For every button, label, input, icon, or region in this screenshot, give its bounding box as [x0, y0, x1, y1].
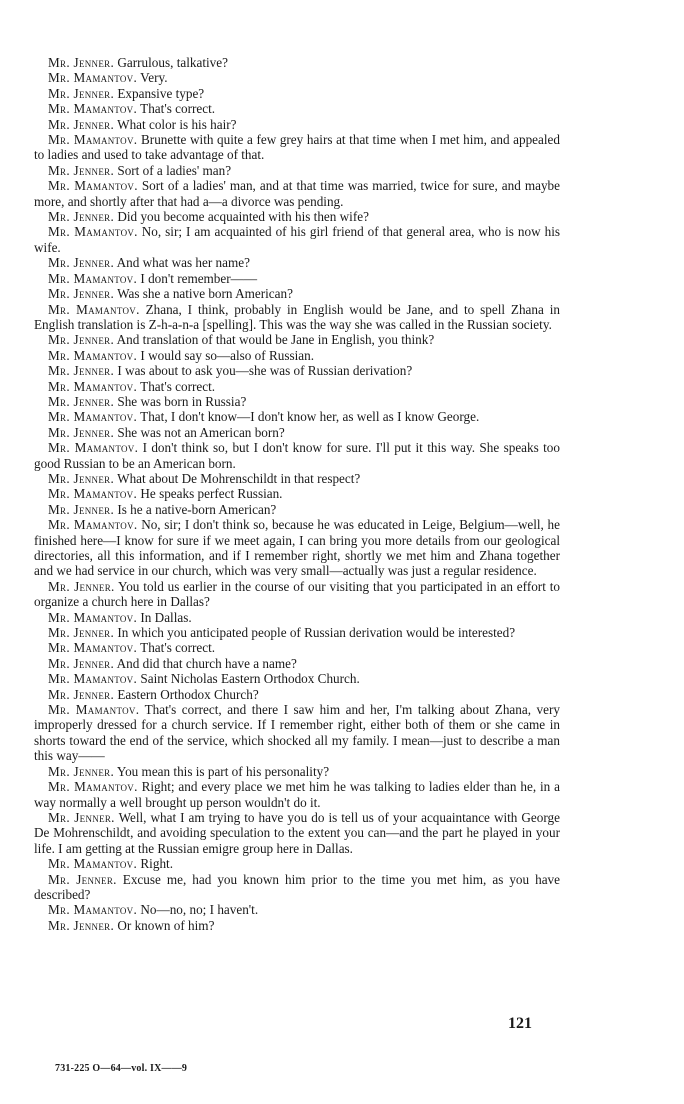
- speaker-name: Mr. Mamantov.: [48, 440, 139, 456]
- transcript-paragraph: [34, 918, 560, 933]
- transcript-paragraph: [34, 440, 560, 471]
- transcript-paragraph: [34, 379, 560, 394]
- speaker-name: Mr. Mamantov.: [48, 671, 138, 687]
- speaker-name: Mr. Mamantov.: [48, 856, 138, 872]
- speaker-name: Mr. Jenner.: [48, 332, 115, 348]
- speaker-name: Mr. Mamantov.: [48, 640, 138, 656]
- speaker-name: Mr. Mamantov.: [48, 902, 138, 918]
- speaker-name: Mr. Mamantov.: [48, 517, 138, 533]
- transcript-paragraph: [34, 779, 560, 810]
- speech-text: And translation of that would be Jane in English, you think?: [116, 332, 435, 348]
- document-page: [34, 55, 560, 933]
- transcript-paragraph: [34, 810, 560, 856]
- speech-text: Was she a native born American?: [117, 286, 293, 302]
- speech-text: Saint Nicholas Eastern Orthodox Church.: [140, 671, 360, 687]
- transcript-paragraph: [34, 656, 560, 671]
- speech-text: I would say so—also of Russian.: [140, 347, 315, 363]
- speaker-name: Mr. Jenner.: [48, 809, 115, 825]
- speaker-name: Mr. Jenner.: [48, 917, 115, 933]
- speaker-name: Mr. Mamantov.: [48, 702, 140, 718]
- speech-text: Garrulous, talkative?: [117, 55, 228, 70]
- speaker-name: Mr. Jenner.: [48, 286, 115, 302]
- speech-text: No—no, no; I haven't.: [140, 902, 259, 918]
- speech-text: In Dallas.: [140, 609, 192, 625]
- transcript-paragraph: [34, 640, 560, 655]
- speaker-name: Mr. Mamantov.: [48, 301, 140, 317]
- speaker-name: Mr. Jenner.: [48, 763, 115, 779]
- transcript-paragraph: [34, 579, 560, 610]
- speaker-name: Mr. Jenner.: [48, 162, 115, 178]
- transcript-paragraph: [34, 101, 560, 116]
- speaker-name: Mr. Jenner.: [48, 209, 115, 225]
- speech-text: Eastern Orthodox Church?: [117, 686, 259, 702]
- transcript-paragraph: [34, 872, 560, 903]
- speaker-name: Mr. Mamantov.: [48, 270, 138, 286]
- speaker-name: Mr. Jenner.: [48, 686, 115, 702]
- transcript-paragraph: [34, 209, 560, 224]
- transcript-paragraph: [34, 332, 560, 347]
- speech-text: Zhana, I think, probably in English would be Jane, and to spell Zhana in English translation is Z-h-a-n-a [spelling]. This was the way she was called in the Russian society.: [34, 301, 560, 332]
- speaker-name: Mr. Jenner.: [48, 85, 115, 101]
- transcript-paragraph: [34, 687, 560, 702]
- speaker-name: Mr. Jenner.: [48, 470, 115, 486]
- speaker-name: Mr. Mamantov.: [48, 347, 138, 363]
- speech-text: That's correct, and there I saw him and her, I'm talking about Zhana, very improperly dressed for a church service. If I remember right, either both of them or she came in shorts toward the end of the service, which shocked all my family. I mean—just to describe a man this way——: [34, 702, 560, 764]
- speech-text: That's correct.: [140, 378, 216, 394]
- transcript-paragraph: [34, 178, 560, 209]
- speaker-name: Mr. Mamantov.: [48, 224, 138, 240]
- transcript-paragraph: [34, 363, 560, 378]
- transcript-paragraph: [34, 625, 560, 640]
- speech-text: I was about to ask you—she was of Russian derivation?: [117, 363, 413, 379]
- transcript-paragraph: [34, 117, 560, 132]
- transcript-paragraph: [34, 163, 560, 178]
- speaker-name: Mr. Jenner.: [48, 363, 115, 379]
- transcript-paragraph: [34, 132, 560, 163]
- transcript-paragraph: [34, 425, 560, 440]
- speaker-name: Mr. Jenner.: [48, 116, 115, 132]
- speech-text: Or known of him?: [117, 917, 215, 933]
- speech-text: And did that church have a name?: [116, 655, 297, 671]
- speech-text: No, sir; I don't think so, because he was educated in Leige, Belgium—well, he finished here—I know for sure if we meet again, I can bring you more details from our geological directories, all this information, and if I remember right, shortly we met him and Zhana together and we had service in our church, which was very small—actually was just a regular residence.: [34, 517, 560, 579]
- transcript-paragraph: [34, 610, 560, 625]
- speech-text: That's correct.: [140, 640, 216, 656]
- transcript-paragraph: [34, 764, 560, 779]
- transcript-body: [34, 55, 560, 933]
- transcript-paragraph: [34, 902, 560, 917]
- speech-text: Excuse me, had you known him prior to the time you met him, as you have described?: [34, 871, 561, 902]
- speaker-name: Mr. Mamantov.: [48, 609, 138, 625]
- speech-text: Right; and every place we met him he was talking to ladies elder than he, in a way normally a well brought up person wouldn't do it.: [34, 779, 560, 810]
- speech-text: And what was her name?: [116, 255, 250, 271]
- transcript-paragraph: [34, 856, 560, 871]
- speech-text: That's correct.: [140, 101, 216, 117]
- speech-text: Is he a native-born American?: [117, 501, 277, 517]
- transcript-paragraph: [34, 55, 560, 70]
- transcript-paragraph: [34, 671, 560, 686]
- transcript-paragraph: [34, 702, 560, 764]
- speaker-name: Mr. Mamantov.: [48, 70, 138, 86]
- transcript-paragraph: [34, 302, 560, 333]
- page-number: 121: [508, 1015, 532, 1032]
- transcript-paragraph: [34, 70, 560, 85]
- transcript-paragraph: [34, 394, 560, 409]
- speech-text: She was born in Russia?: [117, 393, 247, 409]
- speech-text: Very.: [140, 70, 168, 86]
- speaker-name: Mr. Jenner.: [48, 55, 115, 70]
- speaker-name: Mr. Mamantov.: [48, 101, 138, 117]
- speaker-name: Mr. Mamantov.: [48, 486, 138, 502]
- speaker-name: Mr. Mamantov.: [48, 178, 138, 194]
- speaker-name: Mr. Jenner.: [48, 501, 115, 517]
- speech-text: You told us earlier in the course of our visiting that you participated in an effort to organize a church here in Dallas?: [34, 578, 560, 610]
- speaker-name: Mr. Jenner.: [48, 393, 115, 409]
- transcript-paragraph: [34, 255, 560, 270]
- speech-text: I don't remember——: [140, 270, 258, 286]
- speech-text: Right.: [140, 856, 173, 872]
- speech-text: That, I don't know—I don't know her, as well as I know George.: [140, 409, 480, 425]
- speaker-name: Mr. Jenner.: [48, 424, 115, 440]
- transcript-paragraph: [34, 502, 560, 517]
- speaker-name: Mr. Mamantov.: [48, 132, 138, 148]
- speech-text: I don't think so, but I don't know for sure. I'll put it this way. She speaks too good Russian to be an American born.: [34, 440, 560, 471]
- transcript-paragraph: [34, 271, 560, 286]
- print-footer: 731-225 O—64—vol. IX——9: [55, 1063, 188, 1074]
- speaker-name: Mr. Jenner.: [48, 655, 115, 671]
- speech-text: He speaks perfect Russian.: [140, 486, 283, 502]
- speech-text: You mean this is part of his personality?: [116, 763, 330, 779]
- speech-text: No, sir; I am acquainted of his girl friend of that general area, who is now his wife.: [34, 224, 560, 255]
- transcript-paragraph: [34, 517, 560, 579]
- speaker-name: Mr. Jenner.: [48, 871, 117, 887]
- transcript-paragraph: [34, 224, 560, 255]
- speaker-name: Mr. Mamantov.: [48, 378, 138, 394]
- speech-text: What color is his hair?: [117, 116, 237, 132]
- speaker-name: Mr. Jenner.: [48, 578, 115, 594]
- speech-text: What about De Mohrenschildt in that respect?: [117, 470, 361, 486]
- speaker-name: Mr. Jenner.: [48, 255, 115, 271]
- speaker-name: Mr. Mamantov.: [48, 409, 138, 425]
- transcript-paragraph: [34, 471, 560, 486]
- transcript-paragraph: [34, 286, 560, 301]
- transcript-paragraph: [34, 348, 560, 363]
- speech-text: Did you become acquainted with his then wife?: [117, 209, 369, 225]
- speaker-name: Mr. Mamantov.: [48, 779, 138, 795]
- transcript-paragraph: [34, 486, 560, 501]
- speech-text: Sort of a ladies' man, and at that time was married, twice for sure, and maybe more, and shortly after that had a—a divorce was pending.: [34, 178, 560, 209]
- transcript-paragraph: [34, 86, 560, 101]
- speaker-name: Mr. Jenner.: [48, 625, 115, 641]
- speech-text: Well, what I am trying to have you do is tell us of your acquaintance with George De Mohrenschildt, and avoiding speculation to the extent you can—and the part he played in your life. I am getting at the Russian emigre group here in Dallas.: [34, 809, 560, 856]
- speech-text: Sort of a ladies' man?: [117, 162, 232, 178]
- speech-text: Brunette with quite a few grey hairs at that time when I met him, and appealed to ladies and used to take advantage of that.: [34, 132, 561, 163]
- speech-text: In which you anticipated people of Russian derivation would be interested?: [117, 625, 516, 641]
- speech-text: She was not an American born?: [117, 424, 285, 440]
- transcript-paragraph: [34, 409, 560, 424]
- speech-text: Expansive type?: [117, 85, 205, 101]
